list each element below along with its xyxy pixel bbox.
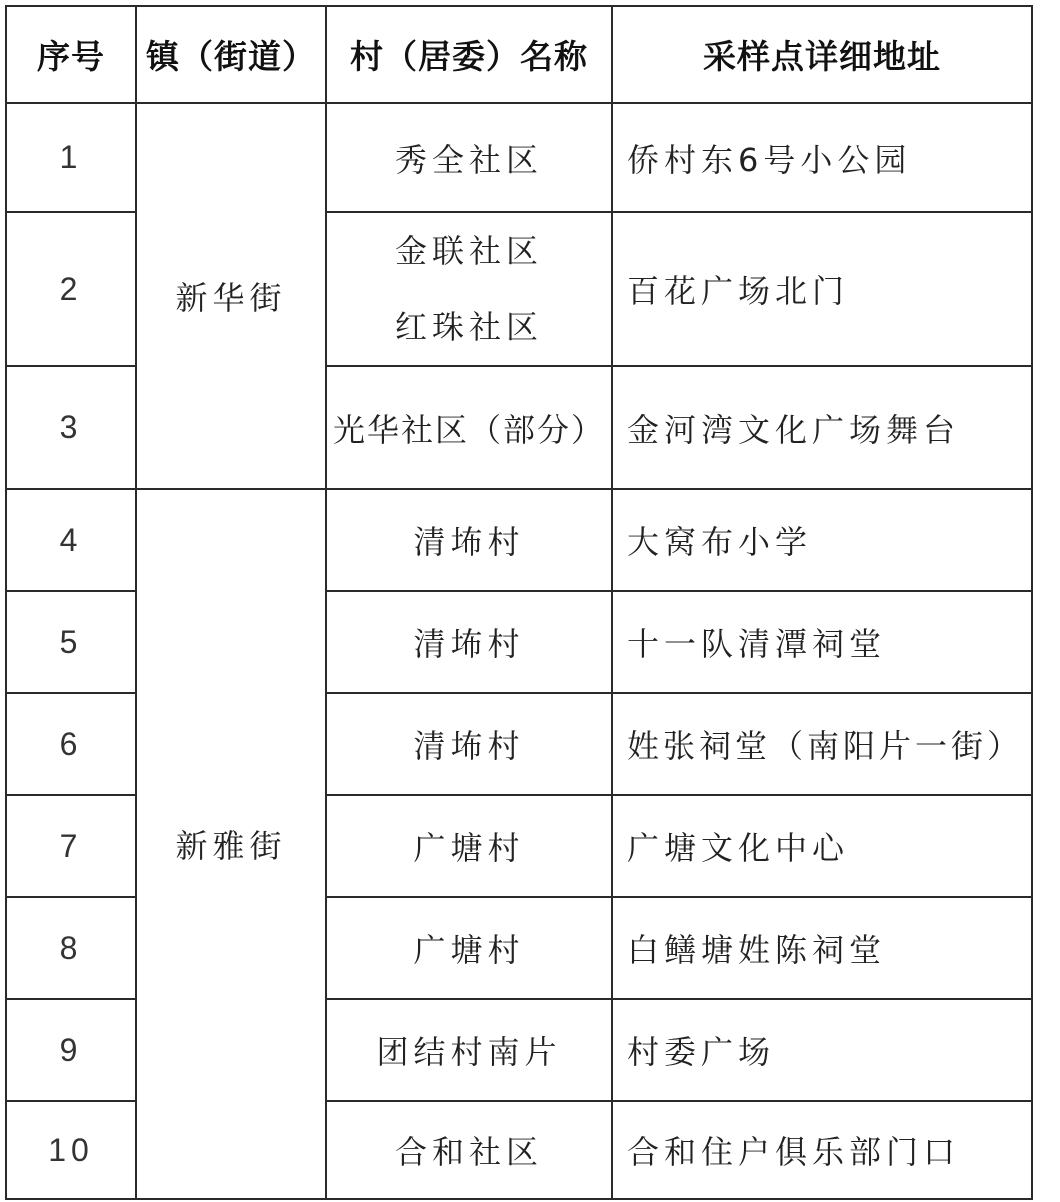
row-number: 9 [6,999,136,1101]
sample-address: 百花广场北门 [612,212,1032,366]
sample-address: 大窝布小学 [612,489,1032,591]
village-name: 广塘村 [326,897,612,999]
sample-address: 侨村东6号小公园 [612,103,1032,212]
village-name: 清㘵村 [326,693,612,795]
row-number: 2 [6,212,136,366]
sample-address: 白鳝塘姓陈祠堂 [612,897,1032,999]
village-name: 广塘村 [326,795,612,897]
sample-address: 广塘文化中心 [612,795,1032,897]
header-address: 采样点详细地址 [612,6,1032,103]
header-town: 镇（街道） [136,6,326,103]
town-cell-xinhua: 新华街 [136,103,326,489]
village-name: 红珠社区 [394,308,543,346]
village-name-multi [326,212,612,366]
row-number: 4 [6,489,136,591]
village-name: 清㘵村 [326,489,612,591]
row-number: 6 [6,693,136,795]
row-number: 7 [6,795,136,897]
village-name: 秀全社区 [326,103,612,212]
village-name: 金联社区 [394,232,543,270]
sample-address: 金河湾文化广场舞台 [612,366,1032,489]
header-no: 序号 [6,6,136,103]
sample-address: 村委广场 [612,999,1032,1101]
table-row [6,103,1032,212]
row-number: 1 [6,103,136,212]
row-number: 10 [6,1101,136,1199]
village-name: 团结村南片 [326,999,612,1101]
row-number: 5 [6,591,136,693]
village-name: 光华社区（部分） [326,366,612,489]
table-header-row [6,6,1032,103]
header-village: 村（居委）名称 [326,6,612,103]
row-number: 8 [6,897,136,999]
sample-address: 十一队清潭祠堂 [612,591,1032,693]
row-number: 3 [6,366,136,489]
table-row [6,489,1032,591]
village-name: 合和社区 [326,1101,612,1199]
village-name: 清㘵村 [326,591,612,693]
sample-address: 姓张祠堂（南阳片一街） [612,693,1032,795]
sampling-site-table [5,5,1033,1200]
town-cell-xinya: 新雅街 [136,489,326,1199]
sample-address: 合和住户俱乐部门口 [612,1101,1032,1199]
